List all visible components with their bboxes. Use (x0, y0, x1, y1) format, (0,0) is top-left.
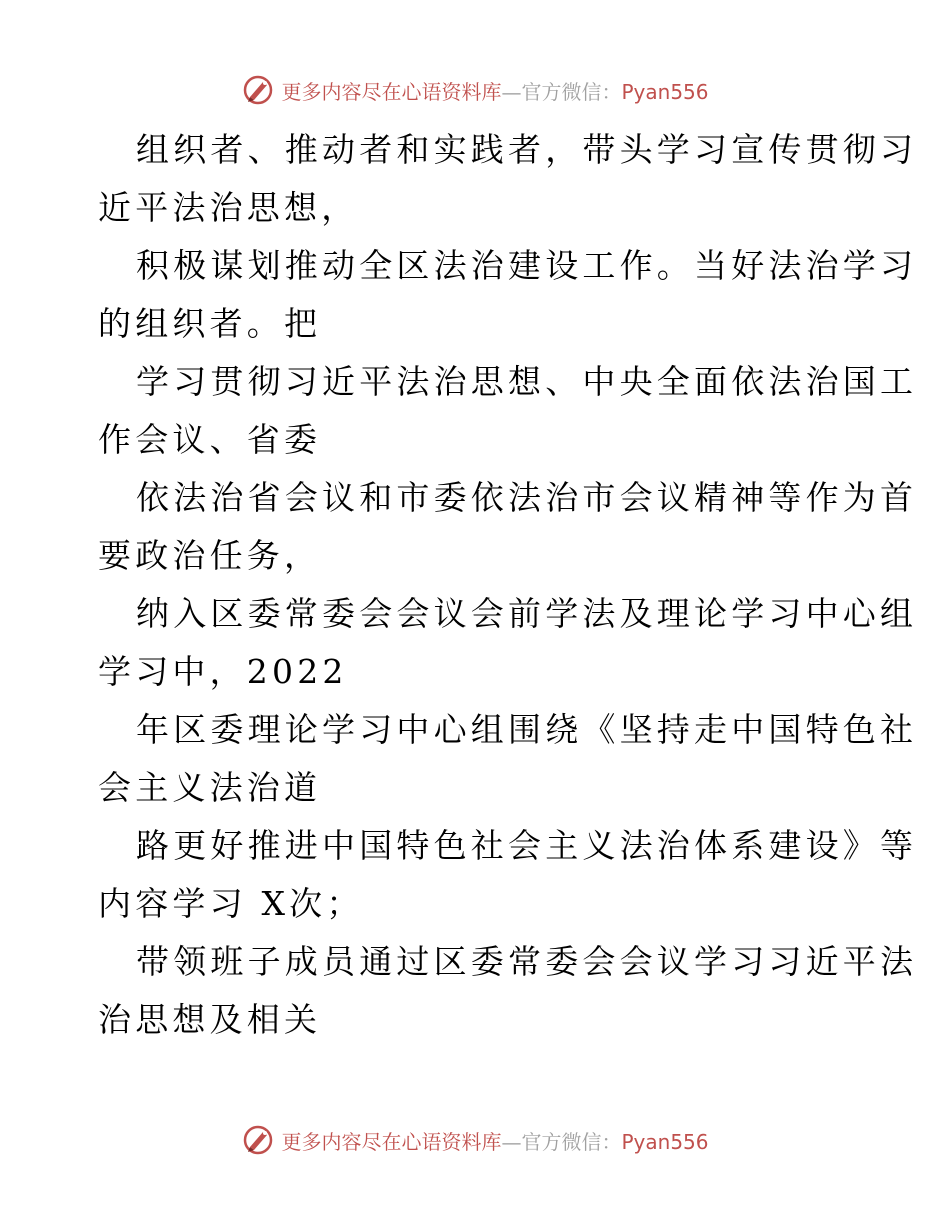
page-footer-watermark (0, 1120, 950, 1160)
paragraph (98, 701, 918, 817)
paragraph-line: 学习中，2022 (98, 652, 348, 691)
paragraph-line: 路更好推进中国特色社会主义法治体系建设》等 (136, 826, 918, 865)
paragraph (98, 585, 918, 701)
watermark-brand: 更多内容尽在心语资料库 (281, 79, 502, 104)
paragraph-line: 内容学习 X次； (98, 884, 364, 923)
paragraph (98, 933, 918, 1049)
page-header-watermark (0, 70, 950, 110)
paragraph (98, 237, 918, 353)
document-body (98, 121, 918, 1049)
paragraph-line: 的组织者。把 (98, 304, 322, 343)
watermark-text (281, 1126, 708, 1155)
watermark-text (281, 76, 708, 105)
pen-logo-icon (241, 1123, 275, 1157)
watermark-dash: — (501, 79, 522, 104)
paragraph-line: 学习贯彻习近平法治思想、中央全面依法治国工 (136, 362, 918, 401)
watermark-wechat-label: 官方微信： (521, 1129, 622, 1154)
watermark-dash: — (501, 1129, 522, 1154)
watermark (241, 73, 708, 107)
paragraph-line: 积极谋划推动全区法治建设工作。当好法治学习 (136, 246, 918, 285)
paragraph-line: 作会议、省委 (98, 420, 322, 459)
paragraph-line: 年区委理论学习中心组围绕《坚持走中国特色社 (136, 710, 918, 749)
paragraph-line: 组织者、推动者和实践者，带头学习宣传贯彻习 (136, 130, 918, 169)
watermark-wechat-id: Pyan556 (621, 1129, 709, 1154)
paragraph-line: 纳入区委常委会会议会前学法及理论学习中心组 (136, 594, 918, 633)
paragraph-line: 依法治省会议和市委依法治市会议精神等作为首 (136, 478, 918, 517)
paragraph-line: 会主义法治道 (98, 768, 322, 807)
paragraph-line: 治思想及相关 (98, 1000, 322, 1039)
paragraph-line: 要政治任务， (98, 536, 322, 575)
pen-logo-icon (241, 73, 275, 107)
watermark-wechat-label: 官方微信： (521, 79, 622, 104)
paragraph (98, 817, 918, 933)
watermark-brand: 更多内容尽在心语资料库 (281, 1129, 502, 1154)
paragraph (98, 469, 918, 585)
watermark-wechat-id: Pyan556 (621, 79, 709, 104)
paragraph-line: 近平法治思想， (98, 188, 359, 227)
paragraph-line: 带领班子成员通过区委常委会会议学习习近平法 (136, 942, 918, 981)
paragraph (98, 353, 918, 469)
watermark (241, 1123, 708, 1157)
paragraph (98, 121, 918, 237)
